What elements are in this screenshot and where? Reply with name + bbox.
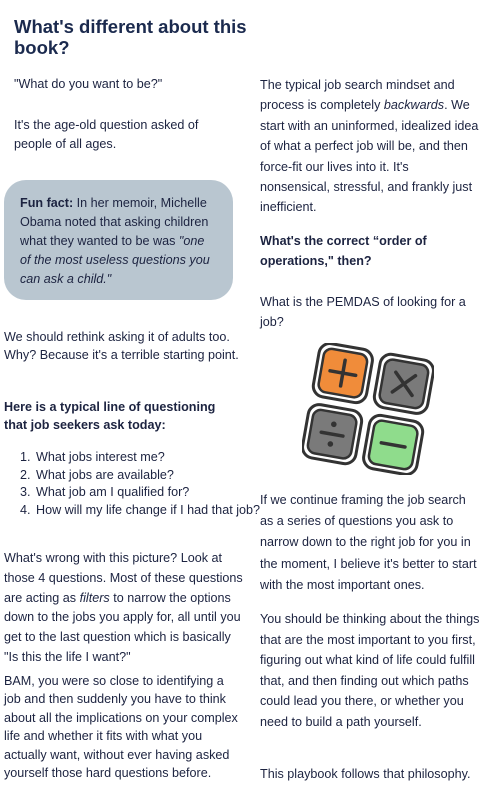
whats-wrong-text-1: What's wrong with this picture? Look at those 4 questions. Most of these questions are acting as (4, 551, 243, 605)
bam-paragraph: BAM, you were so close to identifying a job and then suddenly you have to think about all the implications on your complex life and whether it fits with what you actually want, without ever having asked yourself those hard questions before. (4, 674, 238, 781)
fun-fact-callout (4, 180, 233, 300)
divide-key (302, 403, 363, 466)
should-paragraph: You should be thinking about the things that are the most important to you first, figuring out what kind of life could fulfill that, and then finding out which paths could lead you there, or whether you need to build a path yourself. (260, 612, 480, 729)
age-old-paragraph: It's the age-old question asked of people of all ages. (14, 118, 199, 151)
page-title: What's different about this book? (14, 16, 247, 58)
fun-fact-label: Fun fact: (20, 196, 74, 210)
question-list-heading: Here is a typical line of questioning that job seekers ask today: (4, 400, 216, 432)
minus-key (362, 414, 425, 475)
plus-key (312, 343, 375, 404)
mindset-text-1: The typical job search mindset and process is completely (260, 78, 455, 113)
list-item: 4. How will my life change if I had that job? (34, 502, 279, 520)
pemdas-question: What is the PEMDAS of looking for a job? (260, 295, 466, 329)
backwards-emphasis: backwards (383, 98, 445, 113)
list-item: 3. What job am I qualified for? (34, 484, 279, 502)
intro-question: "What do you want to be?" (14, 77, 163, 91)
mindset-text-2: . We start with an uninformed, idealized idea of what a perfect job will be, and then force-fit our lives into it. It's nonsensical, stressful, and frankly just inefficient. (260, 98, 479, 215)
whats-wrong-paragraph (4, 549, 244, 668)
mindset-paragraph (260, 75, 482, 218)
framing-paragraph: If we continue framing the job search as a series of questions you ask to narrow down to the right job for you in the moment, I believe it's better to start with the most important ones. (260, 493, 477, 592)
fun-fact-quote: "one of the most useless questions you can ask a child." (20, 234, 210, 286)
rethink-paragraph: We should rethink asking it of adults too. Why? Because it's a terrible starting point. (4, 330, 239, 362)
whats-wrong-text-2: to narrow the options down to the jobs you apply for, all until you get to the last question which is basically "Is this the life I want?" (4, 590, 241, 664)
calculator-keys-icon (302, 343, 434, 475)
filters-emphasis: filters (79, 590, 110, 605)
order-heading: What's the correct “order of operations," then? (260, 234, 427, 268)
times-key (373, 353, 434, 416)
question-list (0, 449, 279, 519)
philosophy-paragraph: This playbook follows that philosophy. (260, 767, 471, 781)
list-item: 1. What jobs interest me? (34, 449, 279, 467)
list-item: 2. What jobs are available? (34, 467, 279, 485)
fun-fact-text: In her memoir, Michelle Obama noted that asking children what they wanted to be was (20, 196, 209, 248)
